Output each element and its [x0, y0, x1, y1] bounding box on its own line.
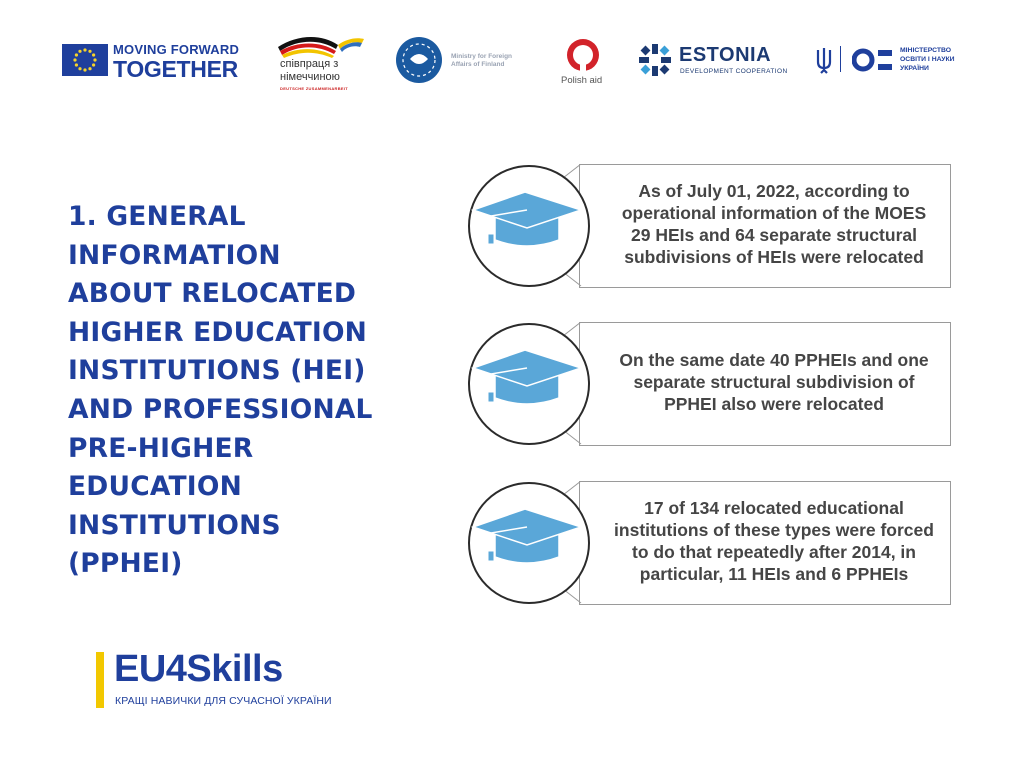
- finland-logo-line2: Affairs of Finland: [451, 61, 505, 69]
- partner-logos: [0, 0, 1024, 110]
- estonia-subtitle: DEVELOPMENT COOPERATION: [680, 68, 788, 75]
- trident-icon: [815, 46, 833, 74]
- heading-line: AND PROFESSIONAL: [68, 393, 373, 425]
- heading-line: HIGHER EDUCATION: [68, 316, 368, 348]
- heading-line: ABOUT RELOCATED: [68, 278, 357, 310]
- polish-aid-icon: [563, 37, 603, 73]
- info-card-text: As of July 01, 2022, according to operational information of the MOES 29 HEIs and 64 separate structural subdivisions of HEIs were relocated: [621, 181, 927, 267]
- ministry-line3: УКРАЇНИ: [900, 65, 929, 73]
- info-card-text: On the same date 40 PPHEIs and one separate structural subdivision of PPHEI also were relocated: [619, 350, 929, 414]
- ministry-line2: ОСВІТИ І НАУКИ: [900, 56, 955, 64]
- polish-aid-text: Polish aid: [561, 75, 603, 86]
- eu-logo-line2: TOGETHER: [113, 56, 238, 82]
- finland-logo-line1: Ministry for Foreign: [451, 53, 513, 60]
- ministry-text: [900, 46, 955, 74]
- graduation-cap-icon: [471, 505, 583, 571]
- eu-flag-icon: [62, 44, 108, 76]
- graduation-cap-icon: [471, 346, 583, 412]
- finland-logo-text: [451, 53, 512, 70]
- germany-logo: [276, 33, 366, 89]
- eu-logo-text: [113, 43, 239, 81]
- finland-emblem-icon: [396, 37, 442, 83]
- info-card: [465, 322, 951, 448]
- ministry-divider: [840, 46, 841, 72]
- eu4skills-name: EU4Skills: [114, 648, 283, 690]
- heading-line: EDUCATION: [68, 471, 242, 503]
- ministry-line1: МІНІСТЕРСТВО: [900, 47, 952, 54]
- info-card: [465, 481, 951, 607]
- heading-line: 1. GENERAL: [68, 201, 246, 232]
- heading-line: PRE-HIGHER: [68, 432, 254, 464]
- germany-logo-line2: німеччиною: [280, 70, 340, 83]
- eu-logo-line1: MOVING FORWARD: [113, 42, 240, 57]
- estonia-mark-icon: [639, 44, 671, 76]
- germany-logo-line1: співпраця з: [280, 58, 339, 70]
- graduation-cap-icon: [471, 188, 583, 254]
- eu4skills-tagline: КРАЩІ НАВИЧКИ ДЛЯ СУЧАСНОЇ УКРАЇНИ: [115, 695, 332, 707]
- eu4skills-yellow-bar: [96, 652, 104, 708]
- ministry-mark-icon: [852, 46, 894, 74]
- germany-swoosh-icon: [276, 33, 366, 59]
- heading-line: INFORMATION: [68, 239, 281, 271]
- info-card: [465, 164, 951, 290]
- section-heading: [68, 198, 448, 584]
- heading-line: (PPHEI): [68, 548, 183, 580]
- estonia-title: ESTONIA: [679, 44, 772, 66]
- heading-line: INSTITUTIONS (HEI): [68, 355, 366, 387]
- germany-logo-small: DEUTSCHE ZUSAMMENARBEIT: [280, 86, 349, 91]
- heading-line: INSTITUTIONS: [68, 509, 281, 541]
- info-card-text: 17 of 134 relocated educational institutions of these types were forced to do that repeatedly after 2014, in particular, 11 HEIs and 6 PPHEIs: [614, 498, 934, 584]
- germany-logo-text: [280, 58, 340, 83]
